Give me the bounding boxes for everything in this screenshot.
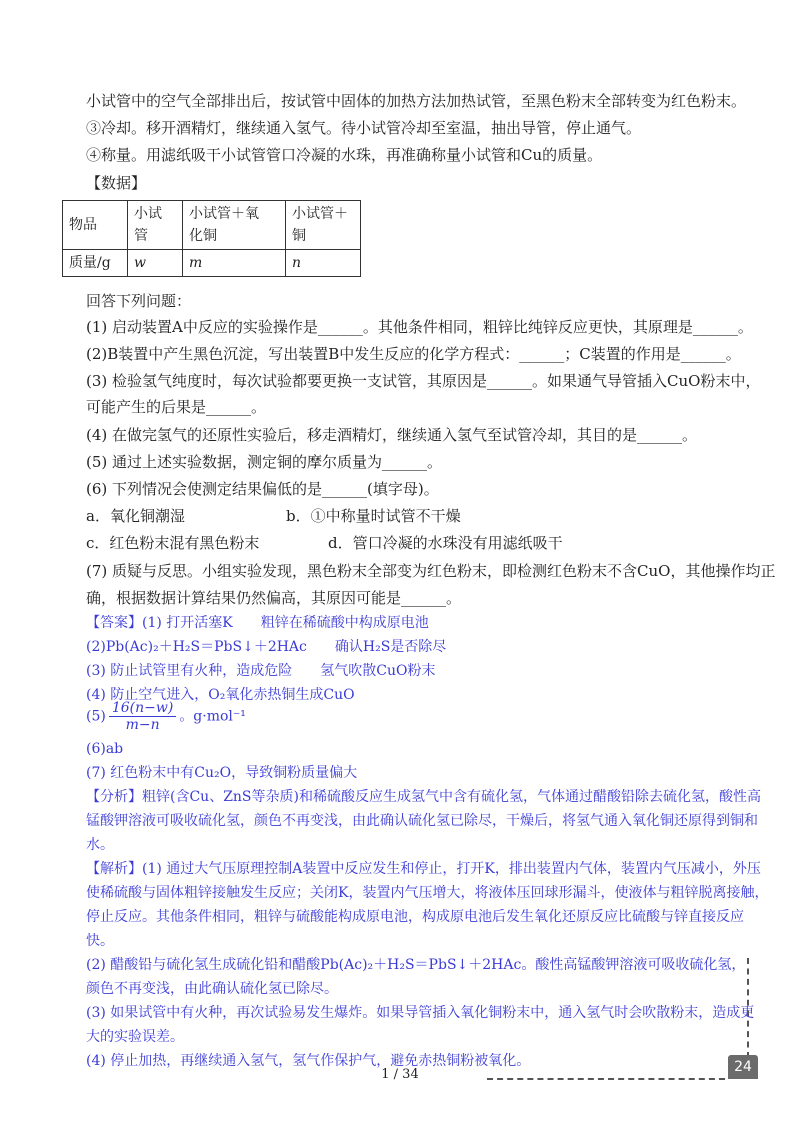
answer-7: (7) 红色粉末中有Cu₂O，导致铜粉质量偏大 bbox=[86, 765, 358, 781]
text-line: ④称量。用滤纸吸干小试管管口冷凝的水珠，再准确称量小试管和Cu的质量。 bbox=[86, 146, 603, 164]
explanation-line: 快。 bbox=[86, 933, 114, 949]
answer-3: (3) 防止试管里有火种，造成危险 氢气吹散CuO粉末 bbox=[86, 663, 436, 679]
table-header: 小试 管 bbox=[128, 201, 183, 250]
question-intro: 回答下列问题： bbox=[86, 292, 192, 310]
explanation-line: 停止反应。其他条件相同，粗锌与硫酸能构成原电池，构成原电池后发生氧化还原反应比硫酸与锌直接反应 bbox=[86, 909, 744, 925]
text-line: 小试管中的空气全部排出后，按试管中固体的加热方法加热试管，至黑色粉末全部转变为红色粉末。 bbox=[86, 92, 747, 110]
analysis-line: 【分析】粗锌(含Cu、ZnS等杂质)和稀硫酸反应生成氢气中含有硫化氢，气体通过醋酸铅除去硫化氢，酸性高 bbox=[86, 789, 761, 805]
explanation-line: (4) 停止加热，再继续通入氢气，氢气作保护气，避免赤热铜粉被氧化。 bbox=[86, 1053, 531, 1069]
answer-5-prefix: (5) bbox=[86, 708, 106, 725]
explanation-line: (2) 醋酸铅与硫化氢生成硫化铅和醋酸Pb(Ac)₂＋H₂S＝PbS↓＋2HAc。酸性高锰酸钾溶液可吸收硫化氢， bbox=[86, 957, 746, 973]
page-number: 1 / 34 bbox=[381, 1067, 419, 1082]
analysis-line: 锰酸钾溶液可吸收硫化氢，颜色不再变浅，由此确认硫化氢已除尽，干燥后，将氢气通入氧化铜还原得到铜和 bbox=[86, 813, 758, 829]
answer-5-fraction bbox=[109, 700, 176, 733]
answer-2: (2)Pb(Ac)₂＋H₂S＝PbS↓＋2HAc 确认H₂S是否除尽 bbox=[86, 639, 447, 655]
question-5: (5) 通过上述实验数据，测定铜的摩尔质量为______。 bbox=[86, 453, 443, 471]
section-heading: 【数据】 bbox=[86, 174, 147, 192]
option-d: d．管口冷凝的水珠没有用滤纸吸干 bbox=[328, 534, 563, 552]
question-7: (7) 质疑与反思。小组实验发现，黑色粉末全部变为红色粉末，即检测红色粉末不含CuO，其他操作均正 bbox=[86, 562, 776, 580]
text-line: ③冷却。移开酒精灯，继续通入氢气。待小试管冷却至室温，抽出导管，停止通气。 bbox=[86, 119, 642, 137]
page-badge: 24 bbox=[728, 1055, 758, 1079]
answer-6: (6)ab bbox=[86, 741, 124, 757]
footer-dashed-rule bbox=[487, 1078, 725, 1080]
question-7-cont: 确，根据数据计算结果仍然偏高，其原因可能是______。 bbox=[86, 589, 462, 607]
table-cell: w bbox=[128, 250, 183, 277]
answer-5 bbox=[86, 700, 730, 733]
question-3-cont: 可能产生的后果是______。 bbox=[86, 398, 267, 416]
explanation-line: 【解析】(1) 通过大气压原理控制A装置中反应发生和停止，打开K，排出装置内气体，装置内气压减小，外压 bbox=[86, 861, 761, 877]
side-dashed-rule bbox=[747, 958, 749, 1058]
table-header: 小试管＋ 铜 bbox=[286, 201, 361, 250]
data-table bbox=[62, 200, 361, 277]
analysis-line: 水。 bbox=[86, 837, 114, 853]
table-row bbox=[63, 201, 361, 250]
fraction-denominator: m−n bbox=[125, 717, 160, 733]
fraction-numerator: 16(n−w) bbox=[109, 700, 176, 717]
table-cell: n bbox=[286, 250, 361, 277]
answer-1: 【答案】(1) 打开活塞K 粗锌在稀硫酸中构成原电池 bbox=[86, 615, 429, 631]
question-1: (1) 启动装置A中反应的实验操作是______。其他条件相同，粗锌比纯锌反应更快，其原理是______。 bbox=[86, 318, 753, 336]
explanation-line: (3) 如果试管中有火种，再次试验易发生爆炸。如果导管插入氧化铜粉末中，通入氢气时会吹散粉末，造成更 bbox=[86, 1005, 755, 1021]
explanation-line: 颜色不再变浅，由此确认硫化氢已除尽。 bbox=[86, 981, 338, 997]
table-cell: m bbox=[183, 250, 286, 277]
table-cell: 质量/g bbox=[63, 250, 128, 277]
table-row bbox=[63, 250, 361, 277]
explanation-line: 使稀硫酸与固体粗锌接触发生反应；关闭K，装置内气压增大，将液体压回球形漏斗，使液体与粗锌脱离接触， bbox=[86, 885, 769, 901]
question-4: (4) 在做完氢气的还原性实验后，移走酒精灯，继续通入氢气至试管冷却，其目的是______。 bbox=[86, 426, 698, 444]
table-header: 物品 bbox=[63, 201, 128, 250]
question-2: (2)B装置中产生黑色沉淀，写出装置B中发生反应的化学方程式：______；C装置的作用是______。 bbox=[86, 345, 741, 363]
answer-5-unit: 。g·mol⁻¹ bbox=[179, 708, 246, 725]
answer-4: (4) 防止空气进入，O₂氧化赤热铜生成CuO bbox=[86, 687, 355, 703]
table-header: 小试管＋氧 化铜 bbox=[183, 201, 286, 250]
explanation-line: 大的实验误差。 bbox=[86, 1029, 184, 1045]
option-c: c．红色粉末混有黑色粉末 bbox=[86, 534, 260, 552]
question-3: (3) 检验氢气纯度时，每次试验都要更换一支试管，其原因是______。如果通气导管插入CuO粉末中， bbox=[86, 372, 761, 390]
question-6: (6) 下列情况会使测定结果偏低的是______(填字母)。 bbox=[86, 480, 439, 498]
option-a: a．氧化铜潮湿 bbox=[86, 507, 185, 525]
option-b: b．①中称量时试管不干燥 bbox=[286, 507, 461, 525]
